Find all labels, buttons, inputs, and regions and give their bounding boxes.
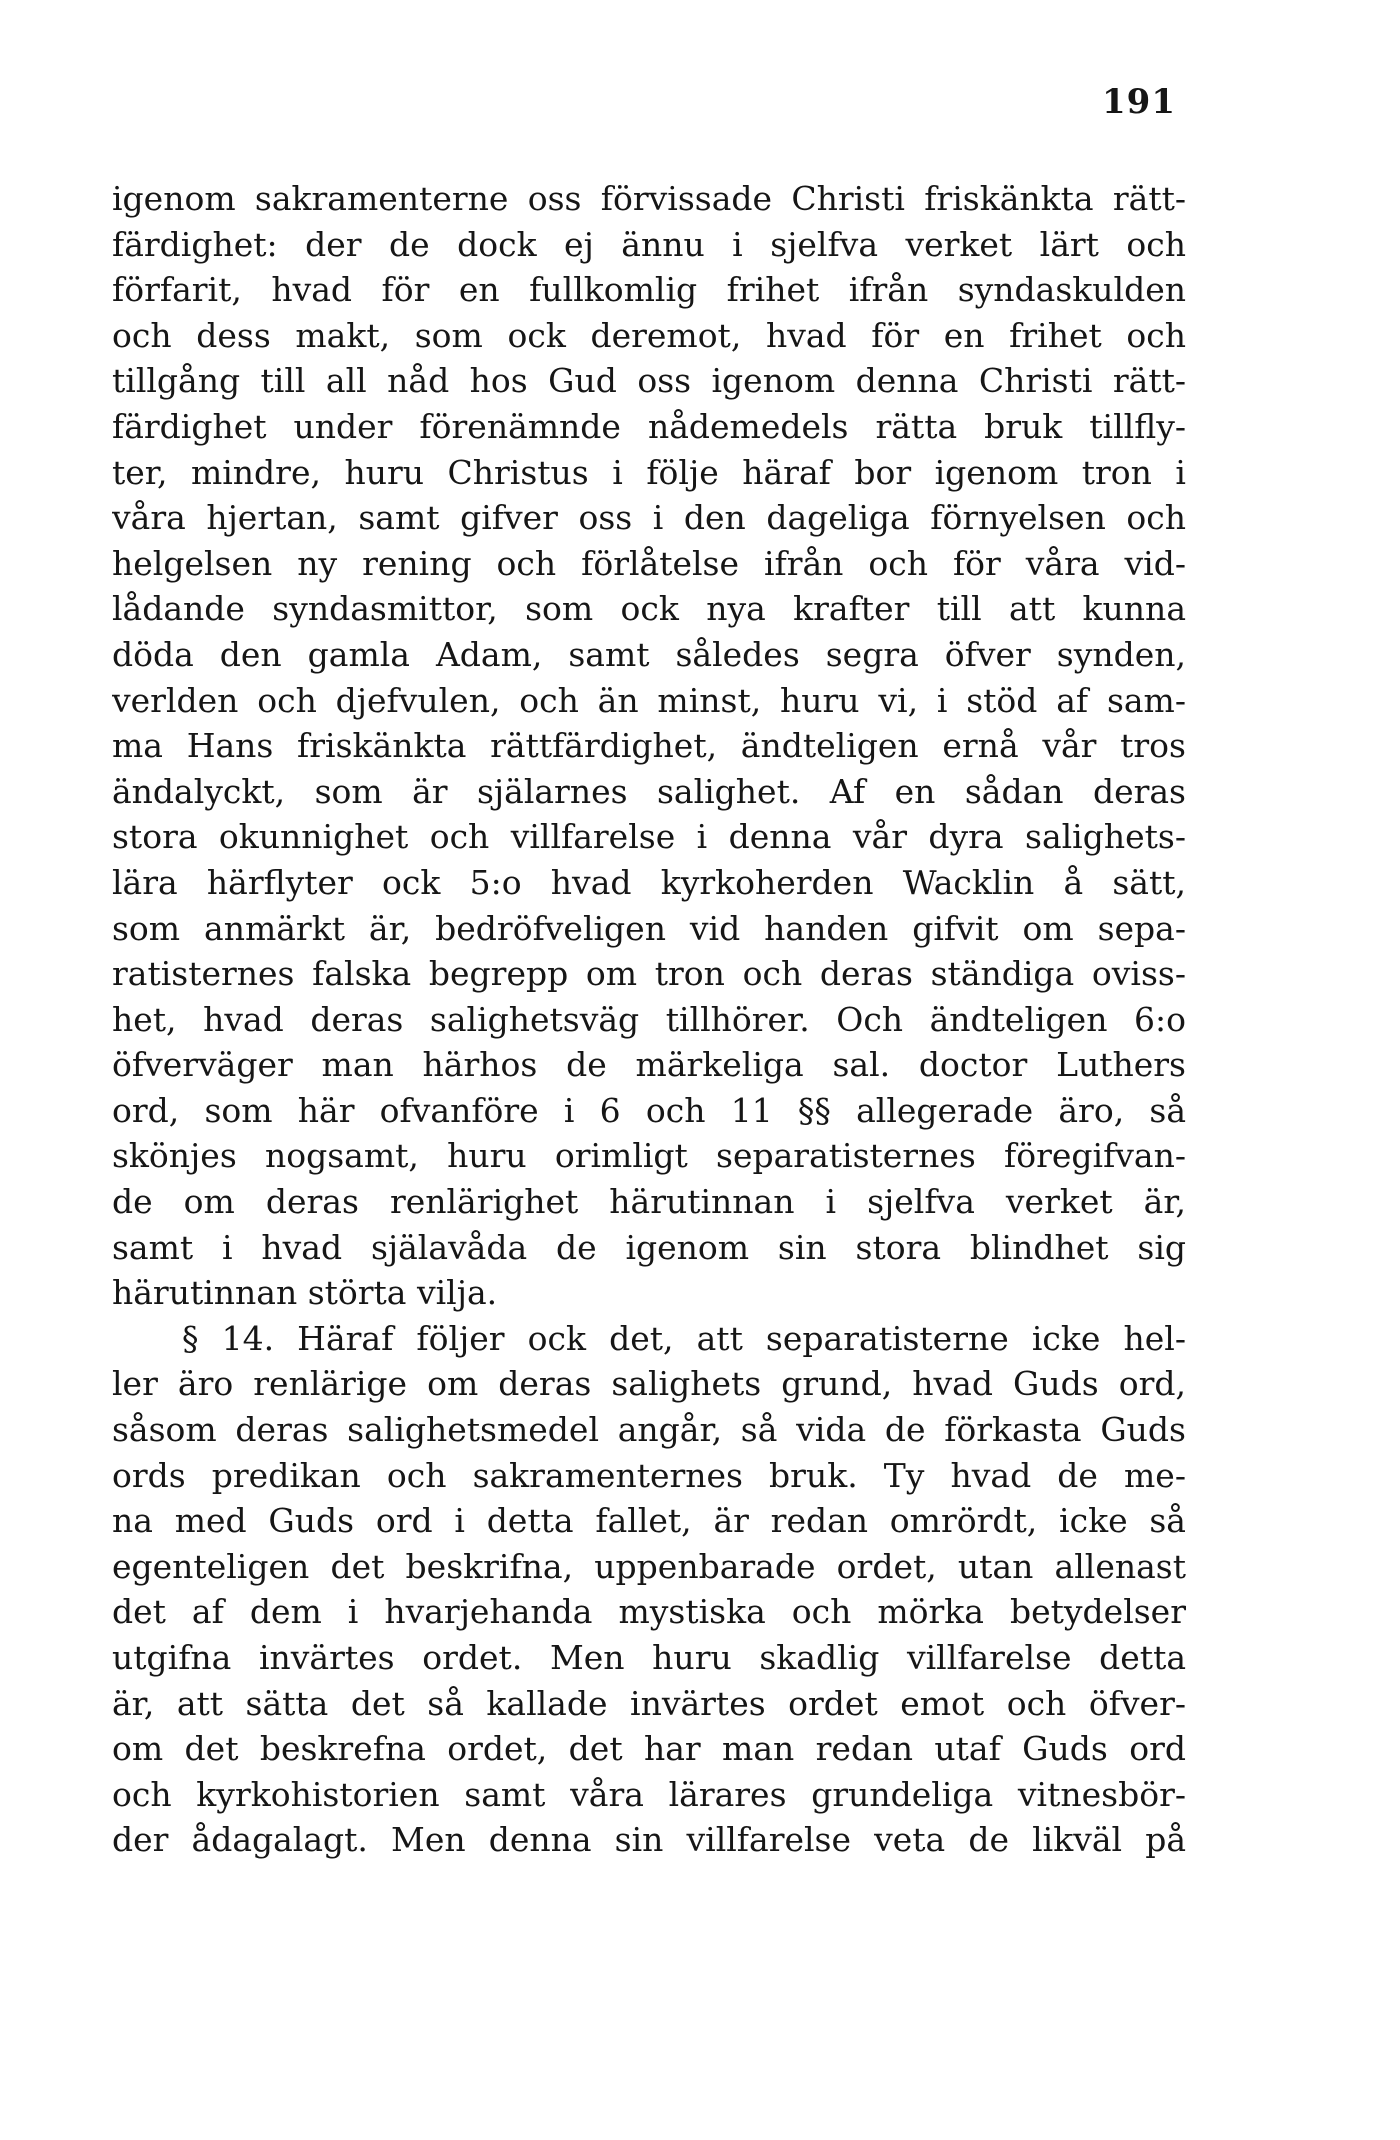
text-line: na med Guds ord i detta fallet, är redan omrördt, icke så: [112, 1501, 1186, 1541]
page-number: 191: [1102, 82, 1176, 122]
text-line: ter, mindre, huru Christus i följe häraf bor igenom tron i: [112, 452, 1186, 492]
text-line: skönjes nogsamt, huru orimligt separatisternes föregifvan-: [112, 1136, 1186, 1176]
text-line: ma Hans friskänkta rättfärdighet, ändteligen ernå vår tros: [112, 726, 1186, 766]
text-line: der ådagalagt. Men denna sin villfarelse veta de likväl på: [112, 1820, 1186, 1860]
text-line: förfarit, hvad för en fullkomlig frihet ifrån syndaskulden: [112, 270, 1186, 310]
text-line: de om deras renlärighet härutinnan i sjelfva verket är,: [112, 1182, 1186, 1222]
text-line: helgelsen ny rening och förlåtelse ifrån och för våra vid-: [112, 543, 1186, 583]
text-line: stora okunnighet och villfarelse i denna vår dyra salighets-: [112, 817, 1186, 857]
text-line: och dess makt, som ock deremot, hvad för en frihet och: [112, 315, 1186, 355]
paragraph-end-line: härutinnan störta vilja.: [112, 1273, 498, 1313]
text-line: är, att sätta det så kallade invärtes ordet emot och öfver-: [112, 1683, 1186, 1723]
text-line: het, hvad deras salighetsväg tillhörer. Och ändteligen 6:o: [112, 999, 1186, 1039]
text-line: ord, som här ofvanföre i 6 och 11 §§ allegerade äro, så: [112, 1090, 1186, 1130]
text-line: ords predikan och sakramenternes bruk. Ty hvad de me-: [112, 1455, 1186, 1495]
text-line: såsom deras salighetsmedel angår, så vida de förkasta Guds: [112, 1410, 1186, 1450]
body-text: [112, 176, 1186, 1863]
text-line: döda den gamla Adam, samt således segra öfver synden,: [112, 634, 1186, 674]
text-line: om det beskrefna ordet, det har man redan utaf Guds ord: [112, 1729, 1186, 1769]
text-line: verlden och djefvulen, och än minst, huru vi, i stöd af sam-: [112, 680, 1186, 720]
text-line: utgifna invärtes ordet. Men huru skadlig villfarelse detta: [112, 1638, 1186, 1677]
text-line: igenom sakramenterne oss förvissade Christi friskänkta rätt-: [112, 179, 1186, 218]
text-line: lära härflyter ock 5:o hvad kyrkoherden Wacklin å sätt,: [112, 862, 1186, 902]
section-14-start-line: § 14. Häraf följer ock det, att separatisterne icke hel-: [182, 1318, 1186, 1358]
text-line: färdighet under förenämnde nådemedels rätta bruk tillfly-: [112, 406, 1186, 446]
text-line: och kyrkohistorien samt våra lärares grundeliga vitnesbör-: [112, 1774, 1186, 1814]
text-line: våra hjertan, samt gifver oss i den dageliga förnyelsen och: [112, 498, 1186, 538]
text-line: ler äro renlärige om deras salighets grund, hvad Guds ord,: [112, 1364, 1186, 1404]
text-line: samt i hvad själavåda de igenom sin stora blindhet sig: [112, 1227, 1186, 1267]
text-line: lådande syndasmittor, som ock nya krafter till att kunna: [112, 589, 1186, 629]
text-line: egenteligen det beskrifna, uppenbarade ordet, utan allenast: [112, 1546, 1186, 1586]
text-line: öfverväger man härhos de märkeliga sal. doctor Luthers: [112, 1045, 1186, 1085]
text-line: ratisternes falska begrepp om tron och deras ständiga oviss-: [112, 954, 1186, 994]
text-line: ändalyckt, som är själarnes salighet. Af en sådan deras: [112, 771, 1186, 811]
text-line: tillgång till all nåd hos Gud oss igenom denna Christi rätt-: [112, 361, 1186, 401]
text-line: färdighet: der de dock ej ännu i sjelfva verket lärt och: [112, 224, 1186, 264]
text-line: det af dem i hvarjehanda mystiska och mörka betydelser: [112, 1592, 1186, 1632]
text-line: som anmärkt är, bedröfveligen vid handen gifvit om sepa-: [112, 908, 1186, 948]
